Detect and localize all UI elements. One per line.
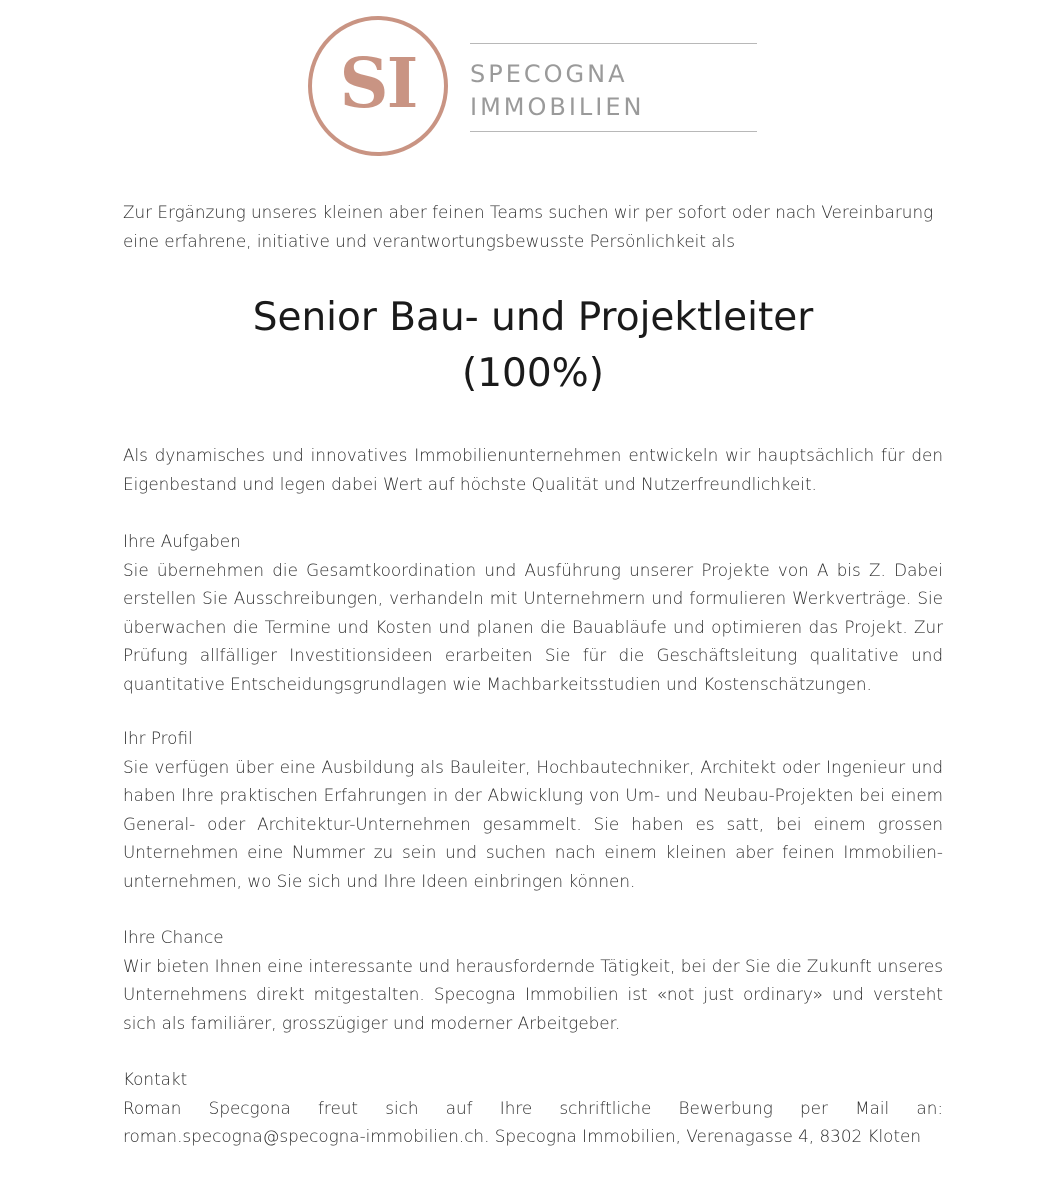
job-title-line1: Senior Bau- und Projektleiter (252, 295, 814, 340)
section-body: Sie übernehmen die Gesamtkoordination und Ausführung unserer Projekte von A bis Z. Dabei erstellen Sie Ausschreibungen, verhandeln mit Unternehmern und formulieren Werkverträge. Sie überwachen die Termine und Kosten und planen die Bauabläufe und optimieren das Projekt. Zur Prüfung allfälliger Investitionsideen erarbeiten Sie für die Geschäftsleitung qualitative und quantitative Entscheidungsgrundlagen wie Machbarkeitsstudien und Kostenschätzungen. (123, 559, 943, 694)
contact-line: Roman Specgona freut sich auf Ihre schriftliche Bewerbung per Mail an: (123, 1097, 943, 1118)
logo-monogram: SI (339, 44, 417, 124)
logo-divider-bottom (470, 131, 757, 132)
section-tasks (123, 527, 943, 699)
section-profile (123, 724, 943, 896)
job-title-line2: (100%) (462, 351, 604, 396)
logo-name-line1: SPECOGNA (470, 60, 628, 88)
section-heading: Ihre Chance (123, 927, 224, 947)
section-chance (123, 923, 943, 1037)
job-title (123, 290, 943, 402)
section-heading: Kontakt (123, 1069, 188, 1089)
logo-name-line2: IMMOBILIEN (470, 93, 645, 121)
company-description: Als dynamisches und innovatives Immobilienunternehmen entwickeln wir hauptsächlich für den Eigenbestand und legen dabei Wert auf höchste Qualität und Nutzerfreundlichkeit. (123, 445, 943, 494)
section-heading: Ihr Profil (123, 728, 193, 748)
logo-divider-top (470, 43, 757, 44)
section-body: Sie verfügen über eine Ausbildung als Bauleiter, Hochbautechniker, Architekt oder Ingenieur und haben Ihre praktischen Erfahrungen in der Abwicklung von Um- und Neubau-Projekten bei einem General- oder Architektur-Unternehmen gesammelt. Sie haben es satt, bei einem grossen Unternehmen eine Nummer zu sein und suchen nach einem kleinen aber feinen Immobilien-unternehmen, wo Sie sich und Ihre Ideen einbringen können. (123, 756, 943, 891)
contact-email-address-line (123, 1122, 943, 1151)
company-logo (306, 14, 758, 164)
contact-address: . Specogna Immobilien, Verenagasse 4, 8302 Kloten (484, 1126, 921, 1147)
section-body: Wir bieten Ihnen eine interessante und herausfordernde Tätigkeit, bei der Sie die Zukunft unseres Unternehmens direkt mitgestalten. Specogna Immobilien ist «not just ordinary» und versteht sich als familiärer, grosszügiger und moderner Arbeitgeber. (123, 955, 943, 1033)
section-contact (123, 1065, 943, 1151)
contact-email-link[interactable]: roman.specogna@specogna-immobilien.ch (123, 1126, 485, 1147)
intro-paragraph: Zur Ergänzung unseres kleinen aber feinen Teams suchen wir per sofort oder nach Vereinbarung eine erfahrene, initiative und verantwortungsbewusste Persönlichkeit als (123, 202, 934, 251)
section-heading: Ihre Aufgaben (123, 531, 241, 551)
